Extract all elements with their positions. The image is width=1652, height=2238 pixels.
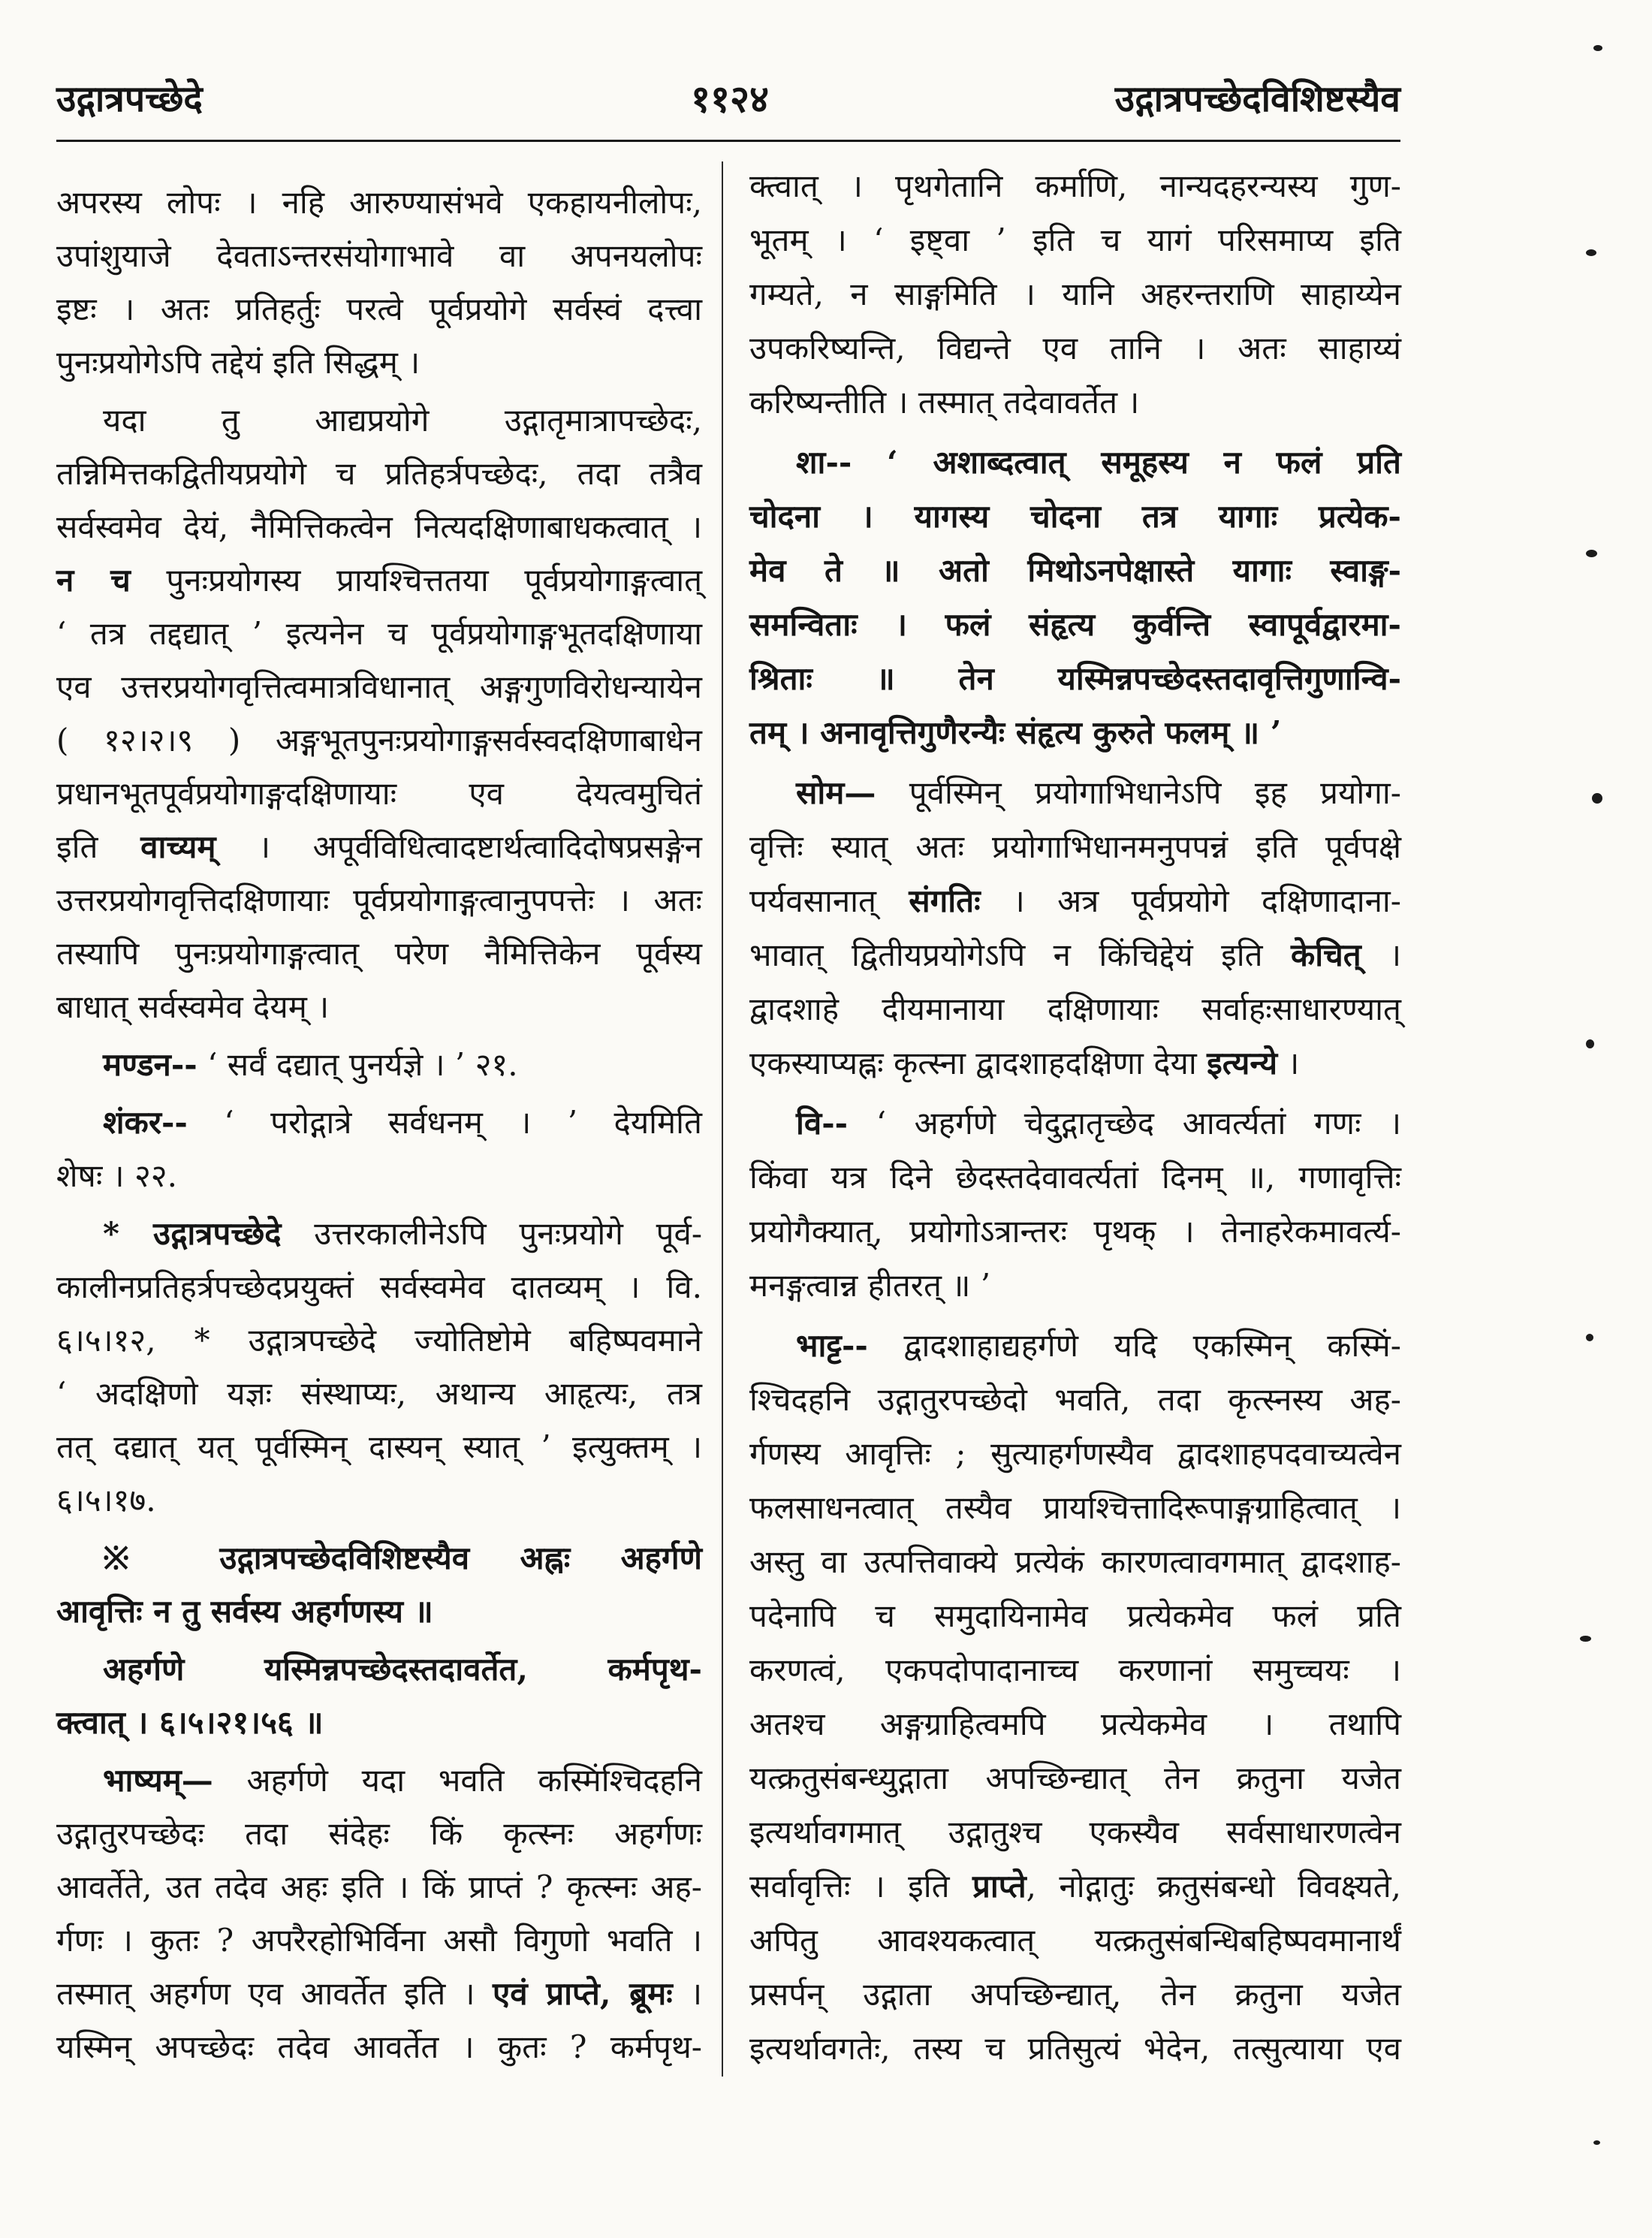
text-run: पुनःप्रयोगेऽपि तद्देयं इति सिद्धम् । [56, 344, 421, 381]
text-line [56, 282, 702, 336]
text-line [749, 1643, 1401, 1697]
text-run: अस्तु वा उत्पत्तिवाक्ये प्रत्येकं कारणत्वावगमात् द्वादशाह- [749, 1543, 1401, 1580]
bold-text-run: प्राप्ते [972, 1868, 1026, 1905]
text-line [749, 1697, 1401, 1751]
text-line [749, 820, 1401, 874]
paragraph [56, 394, 702, 1033]
text-run: पदेनापि च समुदायिनामेव प्रत्येकमेव फलं प्रति [749, 1597, 1401, 1634]
text-run: तन्निमित्तकद्वितीयप्रयोगे च प्रतिहर्त्रपच्छेदः, तदा तत्रैव [56, 455, 702, 492]
text-run: अपितु आवश्यकत्वात् यत्क्रतुसंबन्धिबहिष्पवमानार्थं [749, 1922, 1401, 1959]
text-line [749, 1805, 1401, 1859]
text-line [56, 553, 702, 607]
text-line [749, 267, 1401, 321]
bold-text-run: वि-- [796, 1105, 849, 1142]
bold-text-run: संगतिः [909, 882, 981, 919]
text-run: र्गणः । कुतः ? अपरैरहोभिर्विना असौ विगुणो भवति । [56, 1922, 702, 1959]
text-run: उद्गातुरपच्छेदः तदा संदेहः किं कृत्स्नः अहर्गणः [56, 1815, 702, 1852]
text-line [56, 873, 702, 927]
paragraph [56, 1096, 702, 1202]
margin-speck [1586, 1334, 1593, 1341]
text-run: तत् दद्यात् यत् पूर्वस्मिन् दास्यन् स्यात् ’ इत्युक्तम् । [56, 1428, 702, 1465]
text-line [56, 1367, 702, 1420]
bold-text-run: सोम— [796, 774, 876, 811]
text-line [749, 982, 1401, 1036]
margin-speck [1592, 793, 1602, 804]
bold-text-run: मण्डन-- [103, 1046, 197, 1083]
paragraph [749, 766, 1401, 1090]
bold-text-run: क्त्वात् । ६।५।२१।५६ ॥ [56, 1704, 324, 1741]
margin-speck [1593, 45, 1602, 51]
margin-speck [1593, 2140, 1600, 2145]
text-line [749, 1589, 1401, 1643]
text-run: सर्वावृत्तिः । इति [749, 1868, 972, 1905]
text-line [56, 500, 702, 553]
text-run: । अत्र पूर्वप्रयोगे दक्षिणादाना- [980, 882, 1401, 919]
text-run: इति [56, 828, 141, 865]
text-run: आवर्तेते, उत तदेव अहः इति । किं प्राप्तं ? कृत्स्नः अह- [56, 1869, 702, 1905]
text-line [56, 1807, 702, 1860]
running-head-right: उद्गात्रपच्छेदविशिष्टस्यैव [1114, 78, 1400, 120]
text-run: उपांशुयाजे देवताऽन्तरसंयोगाभावे वा अपनयलोपः [56, 237, 702, 274]
text-run: प्रसर्पन् उद्गाता अपच्छिन्द्यात्, तेन क्रतुना यजेत [749, 1976, 1401, 2013]
text-run: ६।५।१७. [56, 1482, 156, 1519]
paragraph [749, 436, 1401, 760]
text-run: र्गणस्य आवृत्तिः ; सुत्याहर्गणस्यैव द्वादशाहपदवाच्यत्वेन [749, 1435, 1401, 1472]
text-line [56, 1207, 702, 1260]
bold-text-run: ※ उद्गात्रपच्छेदविशिष्टस्यैव अह्नः अहर्गणे [103, 1540, 702, 1576]
bold-text-run: चोदना । यागस्य चोदना तत्र यागाः प्रत्येक- [749, 498, 1401, 535]
text-run: ‘ अहर्गणे चेदुद्गातृच्छेद आवर्त्यतां गणः । [848, 1105, 1401, 1142]
text-line [56, 1149, 702, 1202]
text-run: श्चिदहनि उद्गातुरपच्छेदो भवति, तदा कृत्स्नस्य अह- [749, 1381, 1401, 1418]
text-line [749, 321, 1401, 376]
text-line [56, 2020, 702, 2074]
text-run: एकस्याप्यह्नः कृत्स्ना द्वादशाहदक्षिणा देया [749, 1045, 1207, 1081]
text-line [749, 928, 1401, 982]
text-line [56, 1642, 702, 1696]
text-line [56, 447, 702, 500]
text-run: इत्यर्थावगतेः, तस्य च प्रतिसुत्यं भेदेन, तत्सुत्याया एव [749, 2030, 1401, 2067]
text-line [56, 1696, 702, 1749]
text-line [56, 1473, 702, 1527]
text-run: पर्यवसानात् [749, 882, 909, 919]
text-run: यदा तु आद्यप्रयोगे उद्गातृमात्रापच्छेदः, [103, 402, 702, 439]
column-divider [722, 161, 723, 2077]
margin-speck [1586, 249, 1596, 256]
text-run: । [672, 1975, 702, 2012]
text-line [56, 336, 702, 389]
text-run: उपकरिष्यन्ति, विद्यन्ते एव तानि । अतः साहाय्यं [749, 330, 1401, 366]
text-line [749, 874, 1401, 928]
text-line [56, 1038, 702, 1091]
text-run: । अपूर्वविधित्वादष्टार्थत्वादिदोषप्रसङ्गेन [216, 828, 702, 865]
left-column [56, 176, 702, 2074]
text-line [749, 490, 1401, 544]
paragraph [56, 1531, 702, 1638]
bold-text-run: मेव ते ॥ अतो मिथोऽनपेक्षास्ते यागाः स्वाङ्ग- [749, 552, 1401, 589]
bold-text-run: वाच्यम् [140, 828, 216, 865]
text-run: तस्यापि पुनःप्रयोगाङ्गत्वात् परेण नैमित्तिकेन पूर्वस्य [56, 935, 702, 972]
text-run: करणत्वं, एकपदोपादानाच्च करणानां समुच्चयः । [749, 1651, 1401, 1688]
text-line [749, 1859, 1401, 1914]
text-run: वृत्तिः स्यात् अतः प्रयोगाभिधानमनुपपन्नं इति पूर्वपक्षे [749, 828, 1401, 865]
text-run: गम्यते, न साङ्गमिति । यानि अहरन्तराणि साहाय्येन [749, 276, 1401, 312]
paragraph [56, 1207, 702, 1527]
bold-text-run: शंकर-- [103, 1104, 188, 1141]
text-run: । [1361, 937, 1401, 973]
paragraph [56, 1754, 702, 2074]
text-line [749, 1319, 1401, 1373]
margin-speck [1580, 1636, 1591, 1642]
text-line [749, 159, 1401, 213]
text-line [749, 436, 1401, 490]
text-run: कालीनप्रतिहर्त्रपच्छेदप्रयुक्तं सर्वस्वमेव दातव्यम् । वि. [56, 1268, 702, 1305]
margin-speck [1586, 550, 1597, 557]
text-run: , नोद्गातुः क्रतुसंबन्धो विवक्ष्यते, [1026, 1868, 1401, 1905]
text-run: इष्टः । अतः प्रतिहर्तुः परत्वे पूर्वप्रयोगे सर्वस्वं दत्त्वा [56, 291, 702, 327]
text-run: प्रधानभूतपूर्वप्रयोगाङ्गदक्षिणायाः एव देयत्वमुचितं [56, 775, 702, 812]
text-run: करिष्यन्तीति । तस्मात् तदेवावर्तेत । [749, 384, 1140, 421]
text-run: सर्वस्वमेव देयं, नैमित्तिकत्वेन नित्यदक्षिणाबाधकत्वात् । [56, 508, 702, 545]
text-line [56, 820, 702, 873]
text-run: ‘ अदक्षिणो यज्ञः संस्थाप्यः, अथान्य आहृत्यः, तत्र [56, 1375, 702, 1412]
text-run: इत्यर्थावगमात् उद्गातुश्च एकस्यैव सर्वसाधारणत्वेन [749, 1814, 1401, 1850]
text-line [56, 713, 702, 767]
text-line [56, 1314, 702, 1367]
text-line [56, 1914, 702, 1967]
text-run: ( १२।२।९ ) अङ्गभूतपुनःप्रयोगाङ्गसर्वस्वदक्षिणाबाधेन [56, 722, 702, 759]
text-line [749, 652, 1401, 706]
text-line [749, 213, 1401, 267]
text-line [56, 927, 702, 980]
paragraph [56, 176, 702, 389]
bold-text-run: आवृत्तिः न तु सर्वस्य अहर्गणस्य ॥ [56, 1593, 433, 1630]
text-run: द्वादशाहाद्यहर्गणे यदि एकस्मिन् कस्मिं- [867, 1327, 1401, 1364]
text-run: ‘ सर्वं दद्यात् पुनर्यज्ञे । ’ २१. [197, 1046, 518, 1083]
text-line [56, 176, 702, 229]
text-line [56, 1967, 702, 2020]
text-line [749, 1259, 1401, 1313]
text-line [749, 1427, 1401, 1481]
text-line [749, 2022, 1401, 2076]
text-run: यस्मिन् अपच्छेदः तदेव आवर्तेत । कुतः ? कर्मपृथ- [56, 2028, 702, 2065]
text-run: शेषः । २२. [56, 1157, 177, 1194]
text-run: अतश्च अङ्गग्राहित्वमपि प्रत्येकमेव । तथापि [749, 1706, 1401, 1742]
text-line [749, 1151, 1401, 1205]
text-line [749, 1968, 1401, 2022]
page-number: ११२४ [691, 77, 769, 121]
text-run: भावात् द्वितीयप्रयोगेऽपि न किंचिद्देयं इति [749, 937, 1291, 973]
text-run: बाधात् सर्वस्वमेव देयम् । [56, 988, 330, 1025]
text-line [56, 1585, 702, 1638]
text-run: भूतम् । ‘ इष्ट्वा ’ इति च यागं परिसमाप्य इति [749, 222, 1401, 258]
bold-text-run: तम् । अनावृत्तिगुणैरन्यैः संहृत्य कुरुते फलम् ॥ ’ [749, 714, 1282, 751]
bold-text-run: भाट्ट-- [796, 1327, 868, 1364]
paragraph [56, 1642, 702, 1749]
text-line [749, 766, 1401, 820]
text-line [749, 1373, 1401, 1427]
text-line [56, 607, 702, 660]
text-line [749, 598, 1401, 652]
text-run: उत्तरप्रयोगवृत्तिदक्षिणायाः पूर्वप्रयोगाङ्गत्वानुपपत्तेः । अतः [56, 882, 702, 918]
bold-text-run: केचित् [1290, 937, 1361, 973]
text-line [56, 1860, 702, 1914]
text-line [749, 1481, 1401, 1535]
text-line [56, 980, 702, 1033]
text-run: ६।५।१२, * उद्गात्रपच्छेदे ज्योतिष्टोमे बहिष्पवमाने [56, 1322, 702, 1359]
text-run: क्त्वात् । पृथगेतानि कर्माणि, नान्यदहरन्यस्य गुण- [749, 167, 1401, 204]
text-run: तस्मात् अहर्गण एव आवर्तेत इति । [56, 1975, 493, 2012]
text-line [56, 1260, 702, 1314]
header-rule [56, 140, 1400, 142]
text-line [56, 767, 702, 820]
text-run: ‘ तत्र तद्दद्यात् ’ इत्यनेन च पूर्वप्रयोगाङ्गभूतदक्षिणाया [56, 615, 702, 652]
text-line [56, 660, 702, 713]
text-run: पुनःप्रयोगस्य प्रायश्चित्ततया पूर्वप्रयोगाङ्गत्वात् [130, 562, 703, 599]
bold-text-run: इत्यन्ये [1207, 1045, 1278, 1081]
text-line [749, 1751, 1401, 1805]
text-line [749, 1036, 1401, 1090]
text-line [56, 1096, 702, 1149]
text-run: एव उत्तरप्रयोगवृत्तित्वमात्रविधानात् अङ्गगुणविरोधन्यायेन [56, 668, 702, 705]
text-line [749, 706, 1401, 760]
text-run: फलसाधनत्वात् तस्यैव प्रायश्चित्तादिरूपाङ्गग्राहित्वात् । [749, 1489, 1401, 1526]
margin-speck [1586, 1039, 1594, 1048]
text-line [56, 229, 702, 282]
text-run: द्वादशाहे दीयमानाया दक्षिणायाः सर्वाहःसाधारण्यात् [749, 991, 1401, 1027]
text-run: यत्क्रतुसंबन्ध्युद्गाता अपच्छिन्द्यात् तेन क्रतुना यजेत [749, 1760, 1401, 1796]
paragraph [56, 1038, 702, 1091]
text-run: उत्तरकालीनेऽपि पुनःप्रयोगे पूर्व- [281, 1215, 703, 1252]
bold-text-run: * उद्गात्रपच्छेदे [103, 1215, 282, 1252]
text-line [749, 376, 1401, 430]
paragraph [749, 1096, 1401, 1313]
text-run: मनङ्गत्वान्न हीतरत् ॥ ’ [749, 1267, 991, 1304]
right-column [749, 159, 1401, 2076]
text-run: किंवा यत्र दिने छेदस्तदेवावर्त्यतां दिनम् ॥, गणावृत्तिः [749, 1159, 1401, 1196]
bold-text-run: श्रिताः ॥ तेन यस्मिन्नपच्छेदस्तदावृत्तिगुणान्वि- [749, 660, 1401, 697]
text-run: । [1277, 1045, 1300, 1081]
bold-text-run: भाष्यम्— [103, 1762, 213, 1799]
text-line [749, 1914, 1401, 1968]
text-run: अपरस्य लोपः । नहि आरुण्यासंभवे एकहायनीलोपः, [56, 184, 702, 221]
bold-text-run: समन्विताः । फलं संहृत्य कुर्वन्ति स्वापूर्वद्वारमा- [749, 606, 1401, 643]
text-run: अहर्गणे यदा भवति कस्मिंश्चिदहनि [213, 1762, 702, 1799]
paragraph [749, 159, 1401, 430]
text-line [749, 1096, 1401, 1151]
text-line [749, 544, 1401, 598]
text-line [56, 1420, 702, 1473]
text-run: पूर्वस्मिन् प्रयोगाभिधानेऽपि इह प्रयोगा- [876, 774, 1401, 811]
text-run: ‘ परोद्गात्रे सर्वधनम् । ’ देयमिति [187, 1104, 702, 1141]
paragraph [749, 1319, 1401, 2076]
text-run: प्रयोगैक्यात्, प्रयोगोऽत्रान्तरः पृथक् । तेनाहरेकमावर्त्य- [749, 1213, 1401, 1250]
running-head-left: उद्गात्रपच्छेदे [56, 78, 203, 120]
text-line [56, 1531, 702, 1585]
bold-text-run: एवं प्राप्ते, ब्रूमः [492, 1975, 673, 2012]
text-line [56, 394, 702, 447]
bold-text-run: शा-- ‘ अशाब्दत्वात् समूहस्य न फलं प्रति [796, 444, 1401, 481]
bold-text-run: न च [56, 562, 131, 599]
bold-text-run: अहर्गणे यस्मिन्नपच्छेदस्तदावर्तेत, कर्मपृथ- [103, 1651, 702, 1688]
text-line [749, 1205, 1401, 1259]
text-line [749, 1535, 1401, 1589]
text-line [56, 1754, 702, 1807]
